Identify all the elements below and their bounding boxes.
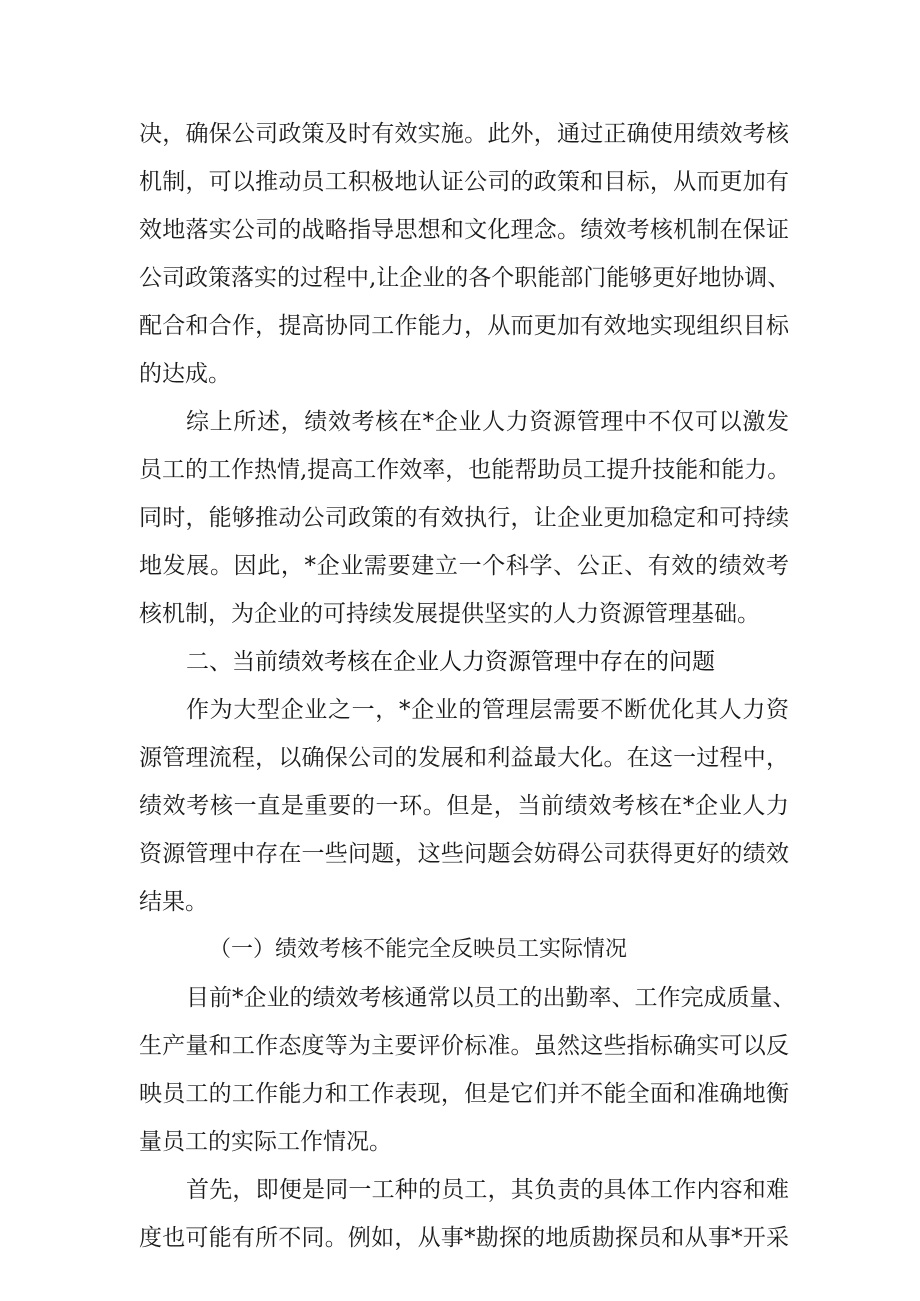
- subsection-heading: （一）绩效考核不能完全反映员工实际情况: [209, 937, 628, 962]
- para2-line-5: 核机制，为企业的可持续发展提供坚实的人力资源管理基础。: [139, 601, 760, 627]
- para1-line-1: 决，确保公司政策及时有效实施。此外，通过正确使用绩效考核: [139, 121, 789, 147]
- para5-line-1: 首先，即便是同一工种的员工，其负责的具体工作内容和难: [186, 1177, 789, 1203]
- para3-line-5: 结果。: [139, 889, 208, 915]
- para3-line-4: 资源管理中存在一些问题，这些问题会妨碍公司获得更好的绩效: [139, 841, 789, 867]
- para4-line-1: 目前*企业的绩效考核通常以员工的出勤率、工作完成质量、: [186, 985, 796, 1011]
- para2-line-1: 综上所述，绩效考核在*企业人力资源管理中不仅可以激发: [186, 409, 789, 435]
- para1-line-2: 机制，可以推动员工积极地认证公司的政策和目标，从而更加有: [139, 169, 789, 195]
- para3-line-1: 作为大型企业之一，*企业的管理层需要不断优化其人力资: [186, 697, 789, 723]
- para4-line-4: 量员工的实际工作情况。: [139, 1129, 392, 1155]
- para2-line-4: 地发展。因此，*企业需要建立一个科学、公正、有效的绩效考: [139, 553, 789, 579]
- section-heading: 二、当前绩效考核在企业人力资源管理中存在的问题: [186, 649, 715, 675]
- para3-line-2: 源管理流程，以确保公司的发展和利益最大化。在这一过程中，: [139, 745, 789, 771]
- para1-line-3: 效地落实公司的战略指导思想和文化理念。绩效考核机制在保证: [139, 217, 789, 243]
- para3-line-3: 绩效考核一直是重要的一环。但是，当前绩效考核在*企业人力: [139, 793, 789, 819]
- para1-line-5: 配合和合作，提高协同工作能力，从而更加有效地实现组织目标: [139, 313, 789, 339]
- para4-line-3: 映员工的工作能力和工作表现，但是它们并不能全面和准确地衡: [139, 1081, 789, 1107]
- para5-line-2: 度也可能有所不同。例如，从事*勘探的地质勘探员和从事*开采: [139, 1225, 789, 1251]
- para2-line-3: 同时，能够推动公司政策的有效执行，让企业更加稳定和可持续: [139, 505, 789, 531]
- para1-line-6: 的达成。: [139, 361, 231, 387]
- para2-line-2: 员工的工作热情,提高工作效率，也能帮助员工提升技能和能力。: [139, 457, 791, 483]
- para1-line-4: 公司政策落实的过程中,让企业的各个职能部门能够更好地协调、: [139, 265, 791, 291]
- para4-line-2: 生产量和工作态度等为主要评价标准。虽然这些指标确实可以反: [139, 1033, 789, 1059]
